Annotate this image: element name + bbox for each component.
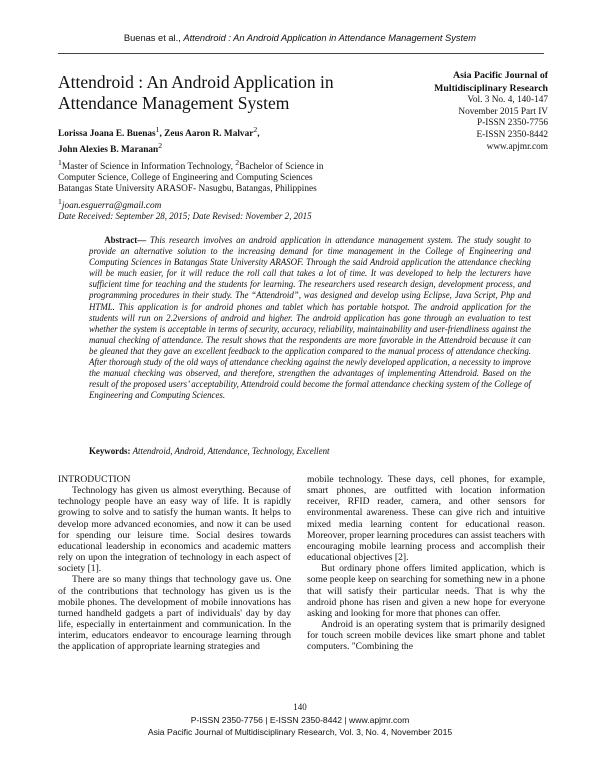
section-heading-introduction: INTRODUCTION [58,474,131,485]
keywords-label: Keywords: [89,446,131,456]
abstract [89,235,531,401]
paper-title [58,72,388,114]
journal-volume: Vol. 3 No. 4, 140-147 [467,95,548,106]
paragraph: Technology has given us almost everything. Because of technology people have an easy way of life. It is rapidly growing to solve and to satisfy the human wants. It helps to develop more advanced economies, and now it can be used for spending our leisure time. Social desires towards educational leadership in economics and academic matters rely on upon the integration of technology in each aspect of society [1]. [58,485,291,575]
journal-pissn: P-ISSN 2350-7756 [476,118,548,129]
author-line2: John Alexies B. Maranan$^2$ [58,141,163,156]
paragraph: Android is an operating system that is primarily designed for touch screen mobile devices like smart phone and tablet computers. "Combining the [307,619,545,653]
running-authors: Buenas et al., [123,33,181,43]
header-rule [58,53,544,54]
paragraph: There are so many things that technology gave us. One of the contributions that technology has given us is the mobile phones. The development of mobile innovations has turned handheld gadgets a part of individuals' day by day life, especially in entertainment and communication. In the interim, educators endeavor to encourage learning through the application of appropriate learning strategies and [58,574,291,653]
journal-url[interactable]: www.apjmr.com [486,141,548,152]
author-block [58,124,418,212]
keywords [89,446,531,456]
footer-issn: P-ISSN 2350-7756 | E-ISSN 2350-8442 | www.apjmr.com [190,715,410,725]
journal-name-line1: Asia Pacific Journal of [453,70,548,81]
abstract-label: Abstract— [104,235,147,245]
author-3: John Alexies B. Maranan [58,145,159,156]
author-2: Zeus Aaron R. Malvar [164,129,254,140]
journal-eissn: E-ISSN 2350-8442 [476,129,548,140]
paragraph: But ordinary phone offers limited application, which is some people keep on searching for something new in a phone that will satisfy their particular needs. That is why the android phone has risen and given a new hope for everyone asking and looking for more that phones can offer. [307,563,545,619]
paper-title-line1: Attendroid : An Android Application in [58,72,334,92]
running-title: Attendroid : An Android Application in Attendance Management System [183,33,477,43]
abstract-text: This research involves an android application in attendance management system. The study sought to provide an alternative solution to the increasing demand for time management in the College of Engineering and Computing Sciences in Batangas State University ARASOF. Through the said Android application the attendance checking will be much easier, for it will reduce the roll call that takes a lot of time. It was developed to help the lecturers have sufficient time for teaching and the students for learning. The researchers used research design, development process, and programming procedures in their study. The “Attendroid”, was designed and develop using Eclipse, Java Script, Php and HTML. This application is for android phones and tablet which has portable hotspot. The android application for the students will run on 2.2versions of android and higher. The android application has gone through an evaluation to test whether the system is acceptable in terms of security, accuracy, reliability, maintainability and user-friendliness against the manual checking of attendance. The result shows that the respondents are more favorable in the Attendroid because it can be gleaned that they gave an excellent feedback to the application compared to the manual process of attendance checking. After thorough study of the old ways of attendance checking against the newly developed application, a necessity to improve the manual checking was observed, and therefore, strengthen the advantages of implementing Attendroid. Based on the result of the proposed users’ acceptability, Attendroid could become the formal attendance checking system of the College of Engineering and Computing Sciences. [89,235,531,401]
page-number: 140 [293,702,307,712]
author-email[interactable]: $^1$joan.esguerra@gmail.com [58,196,162,211]
journal-issue: November 2015 Part IV [458,106,548,117]
journal-name-line2: Multidisciplinary Research [434,82,548,94]
paper-title-line2: Attendance Management System [58,93,290,113]
affiliation-line3: Batangas State University ARASOF- Nasugbu, Batangas, Philippines [58,184,317,195]
running-header [0,33,600,43]
affiliation-line1: $^1$Master of Science in Information Technology, $^2$Bachelor of Science in [58,157,324,172]
paragraph: mobile technology. These days, cell phones, for example, smart phones, are outfitted with location information receiver, RFID reader, camera, and other sensors for environmental awareness. These can give rich and intuitive mixed media learning content for educational reason. Moreover, proper learning procedures can assist teachers with encouraging mobile learning process and accomplish their educational objectives [2]. [307,474,545,564]
keywords-text: Attendroid, Android, Attendance, Technology, Excellent [132,446,330,456]
body-column-right [307,474,545,653]
author-1: Lorissa Joana E. Buenas [58,129,156,140]
page-footer [0,714,600,738]
body-column-left [58,474,291,653]
affiliation-line2: Computer Science, College of Engineering and Computing Sciences [58,173,313,184]
date-received-revised: Date Received: September 28, 2015; Date Revised: November 2, 2015 [58,211,312,221]
journal-info [430,70,548,153]
author-line1: Lorissa Joana E. Buenas$^1$, Zeus Aaron R. Malvar$^2$, [58,125,260,140]
footer-citation: Asia Pacific Journal of Multidisciplinary Research, Vol. 3, No. 4, November 2015 [147,727,453,737]
